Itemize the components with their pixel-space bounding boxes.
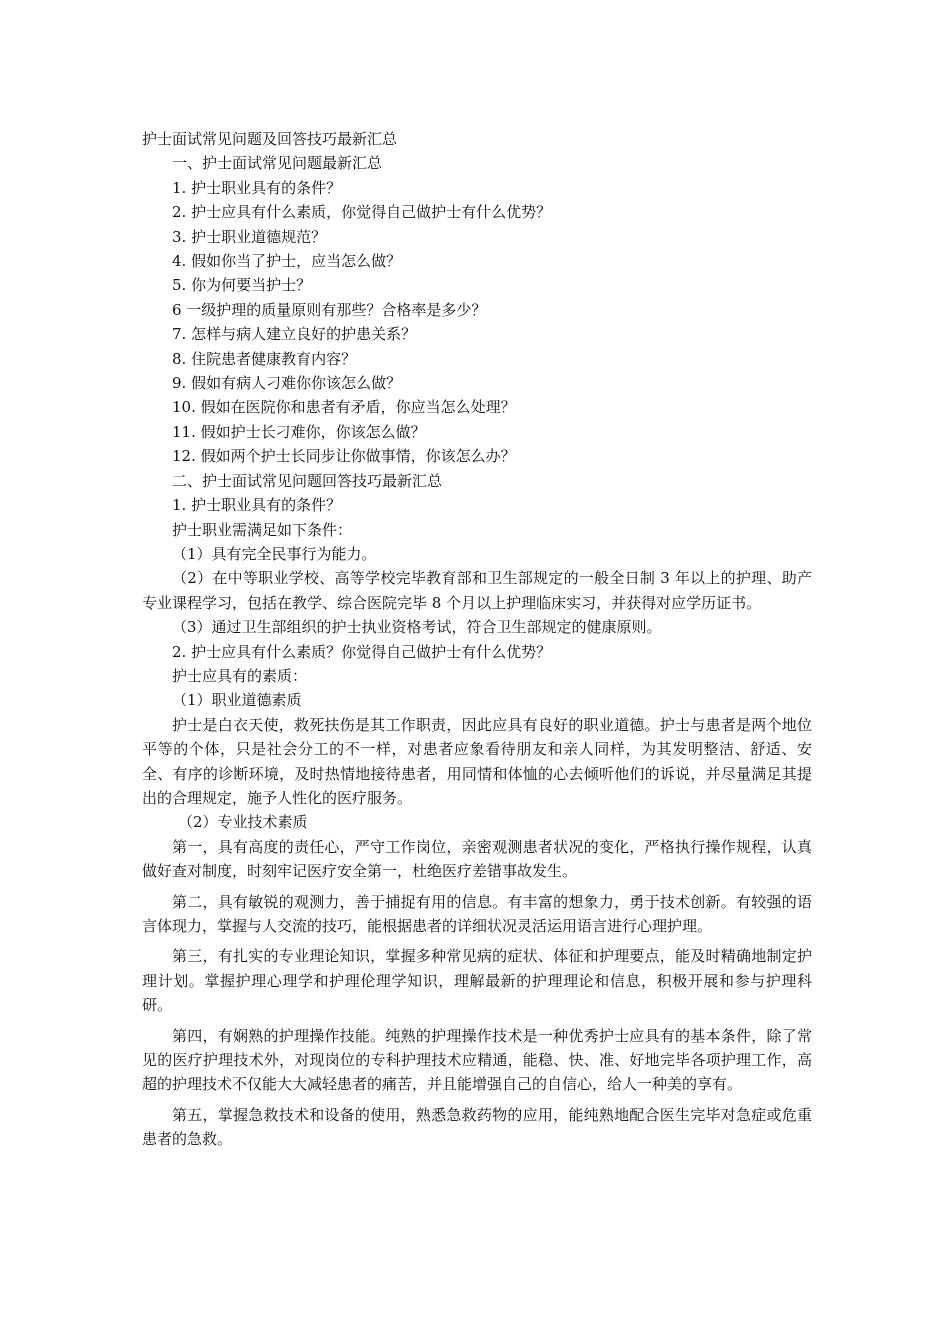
skill-paragraph: 第三，有扎实的专业理论知识，掌握多种常见病的症状、体征和护理要点，能及时精确地制定护理计划。掌握护理心理学和护理伦理学知识，理解最新的护理理论和信息，积极开展和参与护理科研。 — [142, 947, 812, 1015]
question-item: 9. 假如有病人刁难你你该怎么做？ — [172, 374, 402, 393]
ethics-heading: （1）职业道德素质 — [172, 691, 302, 710]
question-list — [142, 176, 812, 469]
answer-1-intro: 护士职业需满足如下条件： — [172, 520, 353, 539]
document-title: 护士面试常见问题及回答技巧最新汇总 — [142, 130, 398, 148]
skill-paragraph: 第一，具有高度的责任心，严守工作岗位，亲密观测患者状况的变化，严格执行操作规程，认真做好查对制度，时刻牢记医疗安全第一，杜绝医疗差错事故发生。 — [142, 837, 812, 881]
ethics-paragraph: 护士是白衣天使，救死扶伤是其工作职责，因此应具有良好的职业道德。护士与患者是两个地位平等的个体，只是社会分工的不一样，对患者应象看待朋友和亲人同样，为其发明整洁、舒适、安全、有序的诊断环境，及时热情地接待患者，用同情和体恤的心去倾听他们的诉说，并尽量满足其提出的合理规定，施予人性化的医疗服务。 — [142, 715, 812, 807]
question-item: 10. 假如在医院你和患者有矛盾，你应当怎么处理？ — [172, 398, 516, 417]
skill-paragraph: 第二，具有敏锐的观测力，善于捕捉有用的信息。有丰富的想象力，勇于技术创新。有较强的语言体现力，掌握与人交流的技巧，能根据患者的详细状况灵活运用语言进行心理护理。 — [142, 892, 812, 935]
question-item: 6 一级护理的质量原则有那些？合格率是多少？ — [172, 300, 487, 319]
condition-item: （1）具有完全民事行为能力。 — [172, 544, 377, 563]
answer-2-intro: 护士应具有的素质： — [172, 666, 308, 685]
question-item: 1. 护士职业具有的条件？ — [172, 178, 342, 197]
question-item: 3. 护士职业道德规范？ — [172, 227, 327, 246]
condition-item: （2）在中等职业学校、高等学校完毕教育部和卫生部规定的一般全日制 3 年以上的护理、助产专业课程学习，包括在教学、综合医院完毕 8 个月以上护理临床实习，并获得对应学历证书。 — [142, 569, 812, 612]
question-item: 8. 住院患者健康教育内容？ — [172, 349, 357, 368]
skill-paragraph: 第五，掌握急救技术和设备的使用，熟悉急救药物的应用，能纯熟地配合医生完毕对急症或危重患者的急救。 — [142, 1105, 812, 1149]
skill-paragraph: 第四，有娴熟的护理操作技能。纯熟的护理操作技术是一种优秀护士应具有的基本条件，除了常见的医疗护理技术外，对现岗位的专科护理技术应精通，能稳、快、准、好地完毕各项护理工作，高超的护理技术不仅能大大减轻患者的痛苦，并且能增强自己的自信心，给人一种美的享有。 — [142, 1026, 812, 1094]
answer-question-1: 1. 护士职业具有的条件？ — [172, 496, 342, 515]
question-item: 2. 护士应具有什么素质，你觉得自己做护士有什么优势？ — [172, 203, 552, 222]
skill-heading: （2）专业技术素质 — [178, 813, 308, 832]
question-item: 5. 你为何要当护士？ — [172, 276, 312, 295]
question-item: 4. 假如你当了护士，应当怎么做？ — [172, 252, 402, 271]
question-item: 11. 假如护士长刁难你，你该怎么做？ — [172, 422, 426, 441]
document-page — [142, 127, 812, 1152]
question-item: 7. 怎样与病人建立良好的护患关系？ — [172, 325, 417, 344]
section2-heading: 二、护士面试常见问题回答技巧最新汇总 — [172, 471, 443, 490]
condition-item: （3）通过卫生部组织的护士执业资格考试，符合卫生部规定的健康原则。 — [172, 618, 662, 637]
question-item: 12. 假如两个护士长同步让你做事情，你该怎么办？ — [172, 447, 516, 466]
section1-heading: 一、护士面试常见问题最新汇总 — [172, 154, 383, 173]
answer-question-2: 2. 护士应具有什么素质？你觉得自己做护士有什么优势？ — [172, 642, 552, 661]
